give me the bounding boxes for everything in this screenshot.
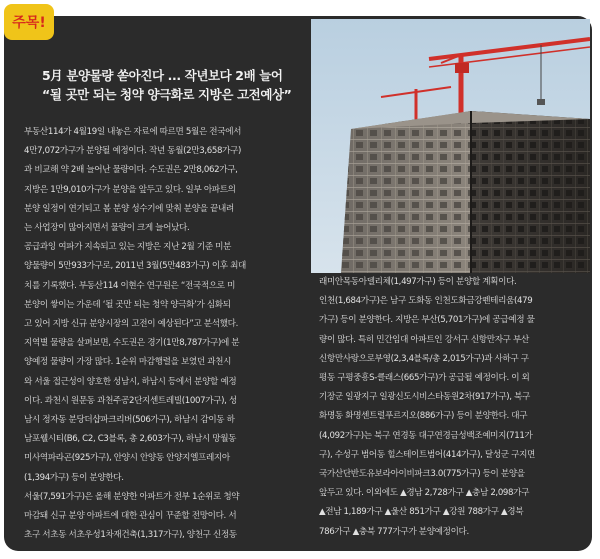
body-line: 량이 많다. 특히 민간임대 아파트인 강서구 신항만자구 부산	[319, 334, 529, 345]
body-line: (1,394가구) 등이 분양한다.	[24, 472, 124, 483]
body-line: 남포웰시티(B6, C2, C3블록, 총 2,603가구), 하남시 망월동	[24, 434, 237, 445]
body-line: 4만7,072가구가 분양될 예정이다. 작년 동월(2만3,658가구)	[24, 146, 241, 157]
highlight-badge: 주목!	[4, 4, 54, 40]
body-line: 신항만사랑으로부영(2,3,4블록/총 2,015가구)과 사하구 구	[319, 353, 529, 364]
body-line: 분양 일정이 연기되고 봄 분양 성수기에 맞춰 분양을 끝내려	[24, 203, 234, 214]
body-line: 평동 구평중흥S-클래스(665가구)가 공급될 예정이다. 이 외	[319, 373, 530, 384]
body-line: 마감돼 신규 분양 아파트에 대한 관심이 꾸준할 전망이다. 서	[24, 511, 237, 522]
article-headline	[42, 66, 310, 104]
body-line: 양예정 물량이 가장 많다. 1순위 마감행렬을 보였던 과천시	[24, 357, 232, 368]
body-line: 공급과잉 여파가 지속되고 있는 지방은 지난 2월 기준 미분	[24, 242, 232, 253]
body-line: 기장군 일광지구 일광신도시비스타동원2차(917가구), 북구	[319, 392, 530, 403]
body-line: 앞두고 있다. 이외에도 ▲경남 2,728가구 ▲충남 2,098가구	[319, 488, 530, 499]
body-line: 미사역파라곤(925가구), 안양시 안양동 안양지엘프레지아	[24, 453, 230, 464]
body-line: 지방은 1만9,010가구가 분양을 앞두고 있다. 일부 아파트의	[24, 184, 236, 195]
body-line: 과 비교해 약 2배 늘어난 물량이다. 수도권은 2만8,062가구,	[24, 165, 238, 176]
body-line: 분양이 쌓이는 가운데 ‘될 곳만 되는 청약 양극화’가 심화되	[24, 299, 231, 310]
body-line: 고 있어 지방 신규 분양시장의 고전이 예상된다”고 분석했다.	[24, 319, 238, 330]
body-line: 는 사업장이 많아지면서 물량이 크게 늘어났다.	[24, 223, 190, 234]
body-line: 양물량이 5만933가구로, 2011년 3월(5만483가구) 이후 최대	[24, 261, 247, 272]
body-column-left	[24, 123, 307, 545]
headline-line-2: “될 곳만 되는 청약 양극화로 지방은 고전예상”	[42, 87, 292, 102]
body-line: 서울(7,591가구)은 올해 분양한 아파트가 전부 1순위로 청약	[24, 491, 240, 502]
body-line: ▲전남 1,189가구 ▲울산 851가구 ▲강원 788가구 ▲경북	[319, 507, 524, 518]
body-line: 인천(1,684가구)은 남구 도화동 인천도화금강펜테리움(479	[319, 296, 533, 307]
body-line: 이다. 과천시 원문동 과천주공2단지센트레빌(1007가구), 성	[24, 395, 237, 406]
body-line: 지역별 물량을 살펴보면, 수도권은 경기(1만8,787가구)에 분	[24, 338, 240, 349]
body-line: 치를 기록했다. 부동산114 이현수 연구원은 “전국적으로 미	[24, 280, 236, 291]
body-line: 구), 수성구 범어동 힐스테이트범어(414가구), 달성군 구지면	[319, 449, 535, 460]
headline-line-1: 5月 분양물량 쏟아진다 ... 작년보다 2배 늘어	[42, 68, 283, 83]
body-line: 화명동 화명센트럴푸르지오(886가구) 등이 분양한다. 대구	[319, 411, 528, 422]
body-line: 초구 서초동 서초우성1차재건축(1,317가구), 양천구 신정동	[24, 530, 237, 541]
body-line: 와 서울 접근성이 양호한 성남시, 하남시 등에서 분양할 예정	[24, 376, 237, 387]
body-line: 남시 정자동 분당더샵파크리버(506가구), 하남시 감이동 하	[24, 415, 235, 426]
body-line: 가구) 등이 분양한다. 지방은 부산(5,701가구)에 공급예정 물	[319, 315, 535, 326]
body-line: 786가구 ▲충북 777가구가 분양예정이다.	[319, 526, 469, 537]
body-line: 래미안목동아델리체(1,497가구) 등이 분양할 계획이다.	[319, 277, 517, 287]
body-line: 국가산단반도유보라아이비파크3.0(775가구) 등이 분양을	[319, 469, 525, 480]
body-column-right	[319, 273, 590, 542]
construction-photo	[311, 19, 590, 273]
body-line: (4,092가구)는 북구 연경동 대구연경금성백조예미지(711가	[319, 430, 533, 441]
body-line: 부동산114가 4월19일 내놓은 자료에 따르면 5월은 전국에서	[24, 127, 242, 137]
